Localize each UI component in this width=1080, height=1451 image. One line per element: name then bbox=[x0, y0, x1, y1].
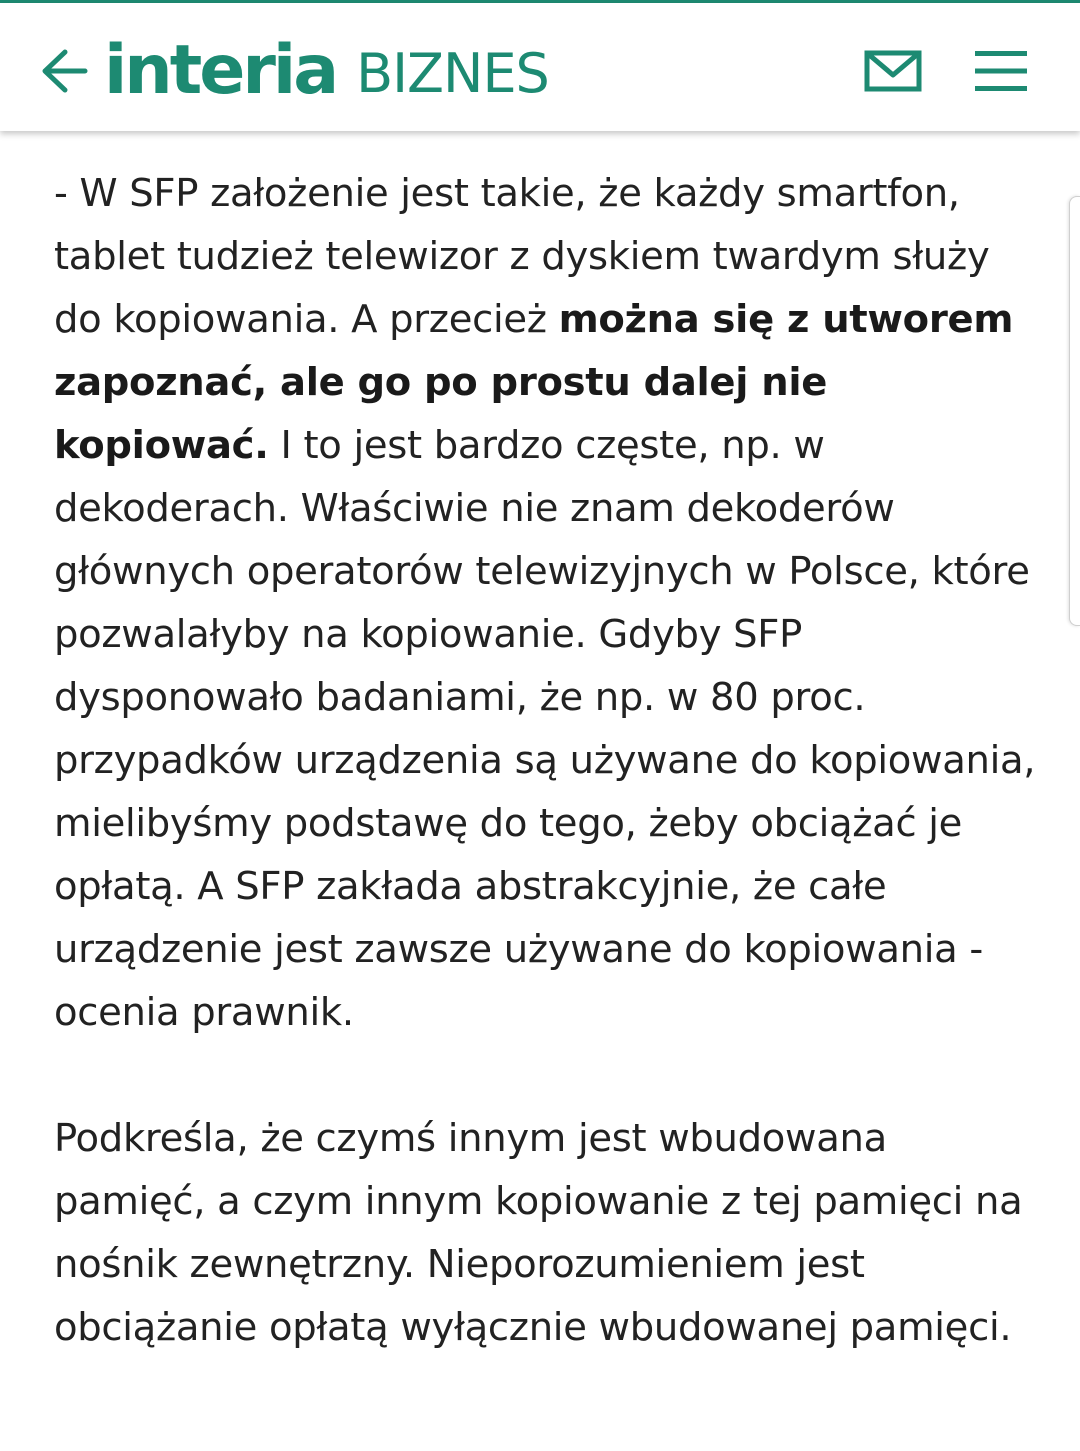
paragraph-text: - W SFP założenie jest takie, że każdy smartfon, tablet tudzież telewizor z dyskiem twardym służy do kopiowania. A przecież bbox=[54, 171, 990, 342]
hamburger-menu-icon bbox=[973, 49, 1029, 93]
back-button[interactable] bbox=[36, 41, 92, 101]
logo-brand: interia bbox=[104, 31, 337, 110]
paragraph-text: I to jest bardzo częste, np. w dekoderach. Właściwie nie znam dekoderów głównych operatorów telewizyjnych w Polsce, które pozwalałyby na kopiowanie. Gdyby SFP dysponowało badaniami, że np. w 80 proc. przypadków urządzenia są używane do kopiowania, mielibyśmy podstawę do tego, żeby obciążać je opłatą. A SFP zakłada abstrakcyjnie, że całe urządzenie jest zawsze używane do kopiowania - ocenia prawnik. bbox=[54, 423, 1036, 1035]
article-paragraph: Podkreśla, że czymś innym jest wbudowana pamięć, a czym innym kopiowanie z tej pamięci na nośnik zewnętrzny. Nieporozumieniem jest obciążanie opłatą wyłącznie wbudowanej pamięci. bbox=[54, 1116, 1023, 1350]
envelope-icon bbox=[864, 50, 922, 92]
arrow-left-icon bbox=[39, 48, 89, 94]
site-header bbox=[0, 3, 1080, 131]
article-body bbox=[54, 162, 1044, 1359]
menu-button[interactable] bbox=[968, 41, 1034, 101]
article-paragraph bbox=[54, 162, 1044, 1044]
logo-section: BIZNES bbox=[356, 42, 549, 105]
site-logo[interactable] bbox=[104, 29, 549, 113]
mail-button[interactable] bbox=[860, 41, 926, 101]
paragraph-bold-text: można się z utworem zapoznać, ale go po prostu dalej nie kopiować. bbox=[54, 297, 1014, 468]
scrollbar-handle[interactable] bbox=[1069, 196, 1080, 626]
